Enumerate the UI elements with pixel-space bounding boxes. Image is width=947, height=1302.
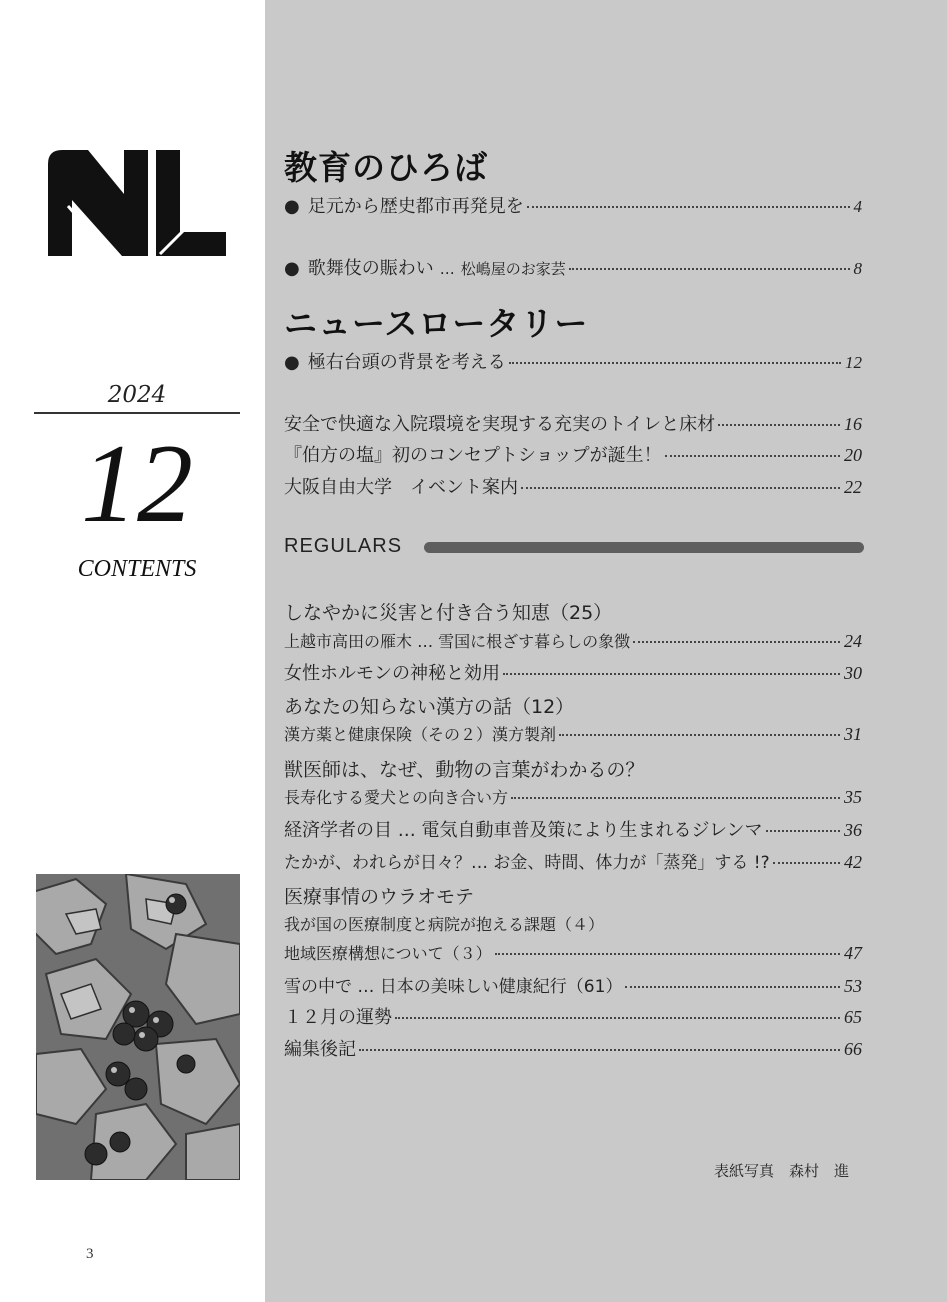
- contents-label: CONTENTS: [77, 556, 197, 582]
- toc-entry[interactable]: [284, 1035, 862, 1061]
- toc-entry-title: 大阪自由大学 イベント案内: [284, 477, 518, 498]
- toc-entry-page: 47: [844, 943, 862, 963]
- toc-entry[interactable]: [284, 848, 862, 873]
- left-column: [0, 0, 265, 1302]
- toc-entry-page: 53: [844, 976, 862, 996]
- toc-entry-title: 雪の中で … 日本の美味しい健康紀行（61）: [284, 977, 623, 997]
- leader-dots: [511, 797, 840, 799]
- leader-dots: [773, 862, 840, 864]
- leader-dots: [527, 206, 850, 208]
- toc-entry[interactable]: [284, 410, 862, 436]
- toc-entry-title: 漢方薬と健康保険（その２）漢方製剤: [284, 725, 557, 744]
- toc-entry-title: 上越市高田の雁木 … 雪国に根ざす暮らしの象徴: [284, 632, 631, 651]
- leader-dots: [718, 424, 840, 426]
- bullet-icon: ●: [284, 258, 300, 279]
- photo-credit: 表紙写真 森村 進: [714, 1162, 850, 1180]
- toc-entry-title: たかが、われらが日々？… お金、時間、体力が「蒸発」する !?: [284, 853, 770, 873]
- issue-month: 12: [81, 422, 193, 546]
- toc-entry[interactable]: [284, 972, 862, 997]
- toc-entry-page: 24: [844, 631, 862, 651]
- leader-dots: [559, 734, 840, 736]
- toc-entry[interactable]: [284, 473, 862, 499]
- bullet-icon: ●: [284, 196, 300, 217]
- toc-entry[interactable]: [284, 348, 862, 374]
- toc-entry-page: 30: [844, 663, 862, 683]
- leader-dots: [766, 830, 840, 832]
- issue-year: 2024: [107, 382, 167, 408]
- section-title-education: 教育のひろば: [284, 148, 488, 187]
- leader-dots: [509, 362, 841, 364]
- toc-entry-title: 『伯方の塩』初のコンセプトショップが誕生！: [284, 445, 662, 466]
- toc-entry[interactable]: [284, 1003, 862, 1029]
- leader-dots: [625, 986, 840, 988]
- toc-entry-page: 22: [844, 477, 862, 497]
- toc-entry-page: 65: [844, 1007, 862, 1027]
- toc-entry-title: 地域医療構想について（３）: [284, 944, 492, 963]
- leader-dots: [569, 268, 850, 270]
- toc-entry-page: 16: [844, 414, 862, 434]
- toc-entry-page: 31: [844, 724, 862, 744]
- regulars-label: REGULARS: [284, 535, 403, 557]
- leader-dots: [359, 1049, 840, 1051]
- ellipsis: …: [439, 260, 455, 278]
- leader-dots: [495, 953, 840, 955]
- nl-logo: [48, 150, 228, 256]
- toc-entry-title: 極右台頭の背景を考える: [307, 352, 506, 373]
- toc-entry-subtitle: 松嶋屋のお家芸: [460, 260, 566, 278]
- toc-entry[interactable]: [284, 441, 862, 467]
- series-heading: あなたの知らない漢方の話（12）: [284, 696, 575, 718]
- leader-dots: [503, 673, 840, 675]
- toc-entry[interactable]: [284, 722, 862, 745]
- leader-dots: [633, 641, 840, 643]
- toc-entry-page: 4: [853, 197, 862, 216]
- toc-entry[interactable]: [284, 816, 862, 842]
- series-heading: 獣医師は、なぜ、動物の言葉がわかるの？: [284, 759, 645, 781]
- leader-dots: [665, 455, 840, 457]
- section-title-news: ニュースロータリー: [284, 304, 589, 343]
- bullet-icon: ●: [284, 352, 300, 373]
- toc-entry-page: 8: [853, 259, 862, 278]
- toc-entry[interactable]: [284, 254, 862, 280]
- toc-entry-title: 安全で快適な入院環境を実現する充実のトイレと床材: [284, 414, 716, 435]
- toc-entry[interactable]: [284, 629, 862, 652]
- series-heading: しなやかに災害と付き合う知恵（25）: [284, 602, 613, 624]
- toc-entry-title: 長寿化する愛犬との向き合い方: [284, 788, 509, 807]
- leader-dots: [395, 1017, 840, 1019]
- toc-entry-title: 女性ホルモンの神秘と効用: [284, 663, 500, 684]
- toc-entry[interactable]: [284, 785, 862, 808]
- toc-entry-title: 編集後記: [284, 1039, 356, 1060]
- leader-dots: [521, 487, 840, 489]
- toc-entry[interactable]: [284, 192, 862, 218]
- toc-entry-page: 36: [844, 820, 862, 840]
- toc-entry-title: 経済学者の目 … 電気自動車普及策により生まれるジレンマ: [284, 820, 763, 841]
- toc-entry-page: 20: [844, 445, 862, 465]
- cover-photo-holly: [36, 874, 240, 1180]
- toc-entry[interactable]: [284, 941, 862, 964]
- toc-entry-page: 66: [844, 1039, 862, 1059]
- regulars-bar: [424, 542, 864, 553]
- toc-entry-title: 足元から歴史都市再発見を: [307, 196, 524, 217]
- series-subheading: 我が国の医療制度と病院が抱える課題（４）: [284, 915, 605, 934]
- series-heading: 医療事情のウラオモテ: [284, 886, 475, 908]
- divider: [34, 412, 240, 414]
- toc-entry[interactable]: [284, 659, 862, 685]
- toc-entry-page: 12: [845, 353, 862, 372]
- toc-entry-page: 35: [844, 787, 862, 807]
- toc-entry-title: １２月の運勢: [284, 1007, 392, 1028]
- toc-entry-title: 歌舞伎の賑わい: [307, 258, 434, 279]
- toc-entry-page: 42: [844, 852, 862, 872]
- page-number: 3: [86, 1246, 94, 1262]
